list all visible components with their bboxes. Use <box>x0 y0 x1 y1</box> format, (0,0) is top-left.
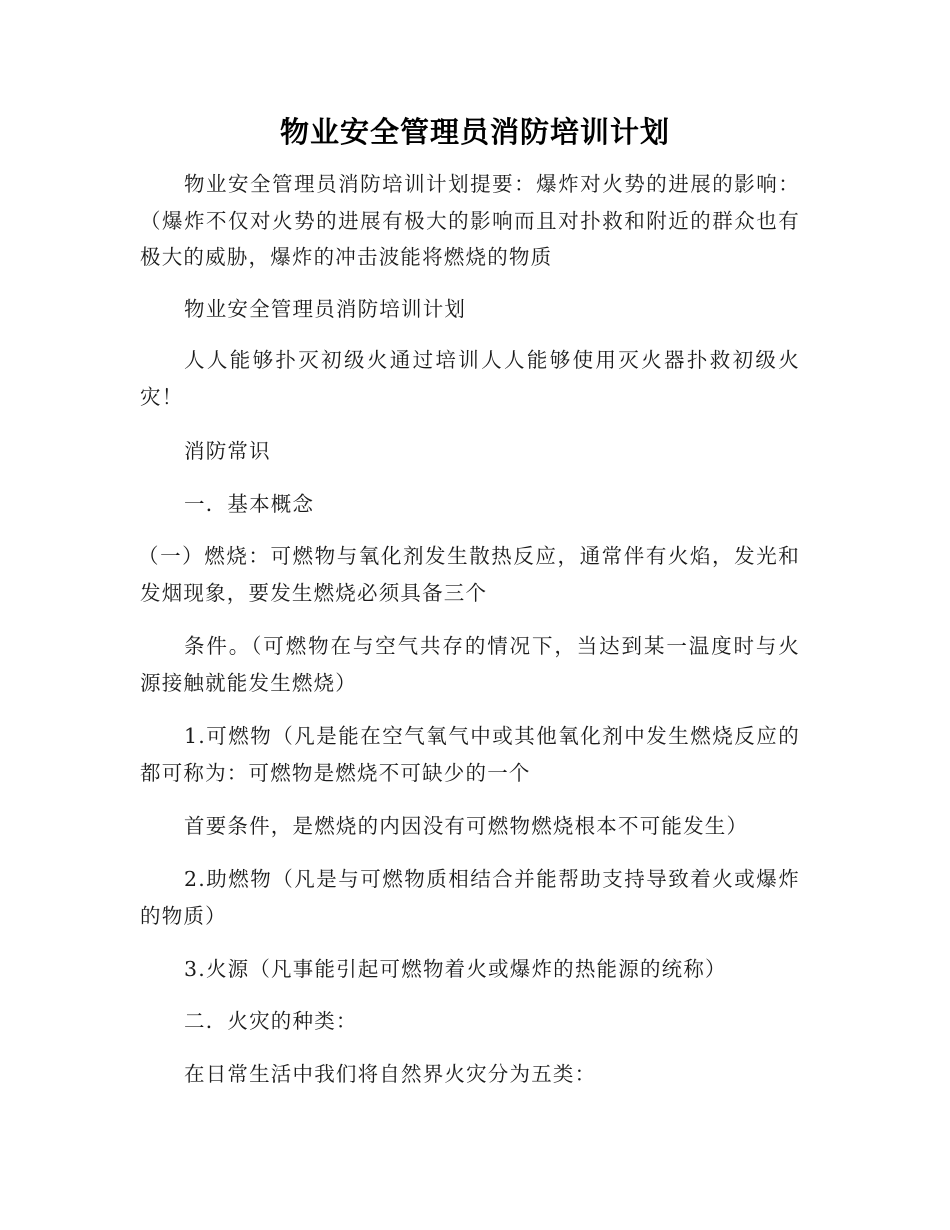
paragraph-primary-condition: 首要条件，是燃烧的内因没有可燃物燃烧根本不可能发生） <box>184 814 749 838</box>
paragraph-combustible: 1.可燃物（凡是能在空气氧气中或其他氧化剂中发生燃烧反应的都可称为：可燃物是燃烧不可缺少的一个 <box>140 724 800 785</box>
paragraph-combustion: （一）燃烧：可燃物与氧化剂发生散热反应，通常伴有火焰，发光和发烟现象，要发生燃烧必须具备三个 <box>138 544 800 605</box>
section-heading-fire-types: 二．火灾的种类： <box>184 1009 358 1033</box>
paragraph-plan-title: 物业安全管理员消防培训计划 <box>184 297 467 321</box>
paragraph-intro: 物业安全管理员消防培训计划提要：爆炸对火势的进展的影响：（爆炸不仅对火势的进展有极大的影响而且对扑救和附近的群众也有极大的威胁，爆炸的冲击波能将燃烧的物质 <box>140 172 800 269</box>
paragraph-goal: 人人能够扑灭初级火通过培训人人能够使用灭火器扑救初级火灾！ <box>140 348 800 409</box>
document-title: 物业安全管理员消防培训计划 <box>279 115 670 149</box>
paragraph-conditions: 条件。（可燃物在与空气共存的情况下，当达到某一温度时与火源接触就能发生燃烧） <box>140 634 800 695</box>
paragraph-fire-knowledge: 消防常识 <box>184 439 271 463</box>
paragraph-oxidizer: 2.助燃物（凡是与可燃物质相结合并能帮助支持导致着火或爆炸的物质） <box>140 867 800 928</box>
paragraph-five-categories: 在日常生活中我们将自然界火灾分为五类： <box>184 1062 597 1086</box>
paragraph-ignition-source: 3.火源（凡事能引起可燃物着火或爆炸的热能源的统称） <box>184 957 727 981</box>
section-heading-basic-concepts: 一．基本概念 <box>184 492 315 516</box>
